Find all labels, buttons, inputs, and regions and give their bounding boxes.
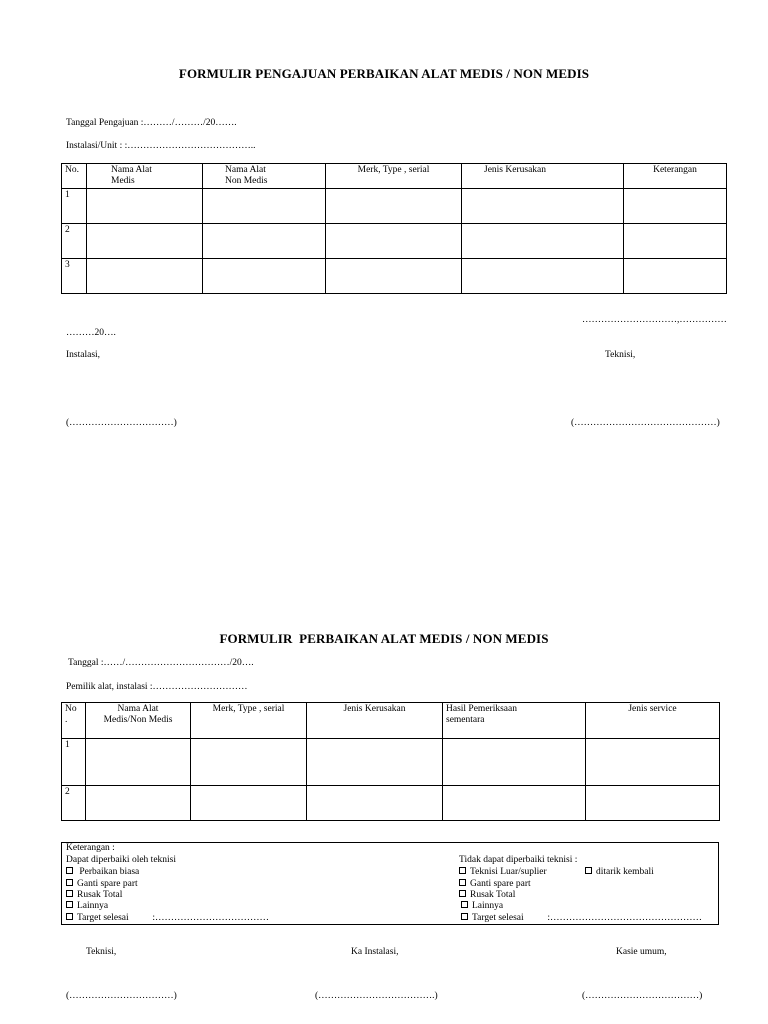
cell[interactable]	[87, 189, 203, 224]
cell[interactable]	[624, 189, 727, 224]
cell[interactable]	[462, 259, 624, 294]
form2-sign-label-kasie-umum: Kasie umum,	[616, 947, 667, 957]
row-number: 2	[62, 224, 87, 259]
option-label: Rusak Total	[470, 890, 516, 900]
option-label: Ganti spare part	[77, 879, 138, 889]
keterangan-box	[61, 842, 719, 925]
option-target-selesai[interactable]	[66, 913, 269, 924]
cell[interactable]	[326, 259, 462, 294]
checkbox-icon	[461, 901, 468, 908]
row-number: 1	[62, 189, 87, 224]
checkbox-icon	[66, 890, 73, 897]
row-number: 3	[62, 259, 87, 294]
form2-header-jenis-service: Jenis service	[586, 703, 720, 739]
checkbox-icon	[459, 867, 466, 874]
form2-sign-label-ka-instalasi: Ka Instalasi,	[351, 947, 399, 957]
form2-pemilik-field[interactable]: Pemilik alat, instalasi :…………………………	[66, 682, 248, 692]
checkbox-icon	[66, 879, 73, 886]
option-ganti-spare-part[interactable]	[66, 879, 138, 890]
cell[interactable]	[462, 189, 624, 224]
form1-header-merk: Merk, Type , serial	[326, 164, 462, 189]
form1-sign-left-line[interactable]: (……………………………)	[66, 418, 177, 428]
form1-instalasi-field[interactable]: Instalasi/Unit : :…………………………………..	[66, 141, 256, 151]
form2-table	[61, 702, 720, 821]
option-lainnya-right[interactable]	[461, 901, 503, 912]
form2-sign-line-teknisi[interactable]: (……………………………)	[66, 991, 177, 1001]
option-ganti-spare-part-right[interactable]	[459, 879, 531, 890]
form1-table	[61, 163, 727, 294]
option-label: Lainnya	[472, 901, 504, 911]
cell[interactable]	[326, 224, 462, 259]
form1-tanggal-field[interactable]: Tanggal Pengajuan :………/………/20…….	[66, 118, 237, 128]
cell[interactable]	[443, 786, 586, 821]
option-teknisi-luar[interactable]	[459, 867, 547, 878]
form2-header-nama-alat: Nama Alat Medis/Non Medis	[86, 703, 191, 739]
table-row	[62, 189, 727, 224]
option-label: Target selesai :…………………………………………	[472, 913, 703, 923]
cell[interactable]	[307, 739, 443, 786]
form1-header-keterangan: Keterangan	[624, 164, 727, 189]
cell[interactable]	[624, 224, 727, 259]
form2-header-hasil-pemeriksaan: Hasil Pemeriksaan sementara	[443, 703, 586, 739]
option-lainnya[interactable]	[66, 901, 108, 912]
cell[interactable]	[326, 189, 462, 224]
cell[interactable]	[307, 786, 443, 821]
keterangan-right-heading: Tidak dapat diperbaiki teknisi :	[459, 855, 578, 865]
cell[interactable]	[624, 259, 727, 294]
checkbox-icon	[66, 867, 73, 874]
table-row	[62, 224, 727, 259]
option-ditarik-kembali[interactable]	[585, 867, 654, 878]
option-rusak-total-right[interactable]	[459, 890, 515, 901]
checkbox-icon	[461, 913, 468, 920]
option-perbaikan-biasa[interactable]	[66, 867, 139, 878]
form1-date-left[interactable]: ………20….	[66, 328, 116, 338]
option-label: Lainnya	[77, 901, 109, 911]
option-label: Target selesai :………………………………	[77, 913, 270, 923]
row-number: 1	[62, 739, 86, 786]
form2-title: FORMULIR PERBAIKAN ALAT MEDIS / NON MEDIS	[219, 631, 549, 646]
form2-header-jenis-kerusakan: Jenis Kerusakan	[307, 703, 443, 739]
cell[interactable]	[87, 224, 203, 259]
table-row	[62, 739, 720, 786]
option-label: ditarik kembali	[596, 867, 654, 877]
table-row	[62, 259, 727, 294]
form1-header-no: No.	[62, 164, 87, 189]
option-label: Rusak Total	[77, 890, 123, 900]
form2-header-no: No .	[62, 703, 86, 739]
option-target-selesai-right[interactable]	[461, 913, 702, 924]
form2-tanggal-field[interactable]: Tanggal :……/……………………………/20….	[68, 658, 254, 668]
cell[interactable]	[586, 786, 720, 821]
form1-header-nama-medis: Nama Alat Medis	[87, 164, 203, 189]
form1-header-jenis-kerusakan: Jenis Kerusakan	[462, 164, 624, 189]
checkbox-icon	[66, 901, 73, 908]
option-label: Teknisi Luar/suplier	[470, 867, 547, 877]
cell[interactable]	[86, 739, 191, 786]
cell[interactable]	[462, 224, 624, 259]
cell[interactable]	[203, 259, 326, 294]
checkbox-icon	[459, 879, 466, 886]
cell[interactable]	[443, 739, 586, 786]
cell[interactable]	[203, 189, 326, 224]
form1-sign-right-label: Teknisi,	[605, 350, 636, 360]
cell[interactable]	[191, 739, 307, 786]
form1-header-nama-non-medis: Nama Alat Non Medis	[203, 164, 326, 189]
cell[interactable]	[86, 786, 191, 821]
form1-sign-right-line[interactable]: (………………………………………)	[571, 418, 720, 428]
cell[interactable]	[87, 259, 203, 294]
form1-sign-left-label: Instalasi,	[66, 350, 101, 360]
table-row	[62, 786, 720, 821]
form2-header-merk: Merk, Type , serial	[191, 703, 307, 739]
keterangan-label: Keterangan :	[66, 843, 115, 853]
option-label: Ganti spare part	[470, 879, 531, 889]
cell[interactable]	[191, 786, 307, 821]
form2-sign-line-kasie-umum[interactable]: (………………………………)	[582, 991, 703, 1001]
checkbox-icon	[459, 890, 466, 897]
row-number: 2	[62, 786, 86, 821]
option-label: Perbaikan biasa	[79, 867, 140, 877]
cell[interactable]	[586, 739, 720, 786]
form1-title: FORMULIR PENGAJUAN PERBAIKAN ALAT MEDIS / NON MEDIS	[178, 66, 590, 81]
keterangan-left-heading: Dapat diperbaiki oleh teknisi	[66, 855, 177, 865]
cell[interactable]	[203, 224, 326, 259]
checkbox-icon	[66, 913, 73, 920]
checkbox-icon	[585, 867, 592, 874]
option-rusak-total[interactable]	[66, 890, 122, 901]
form2-sign-label-teknisi: Teknisi,	[86, 947, 117, 957]
form1-date-right[interactable]: …………………………,……………	[582, 315, 727, 325]
form2-sign-line-ka-instalasi[interactable]: (……………………………….)	[315, 991, 438, 1001]
